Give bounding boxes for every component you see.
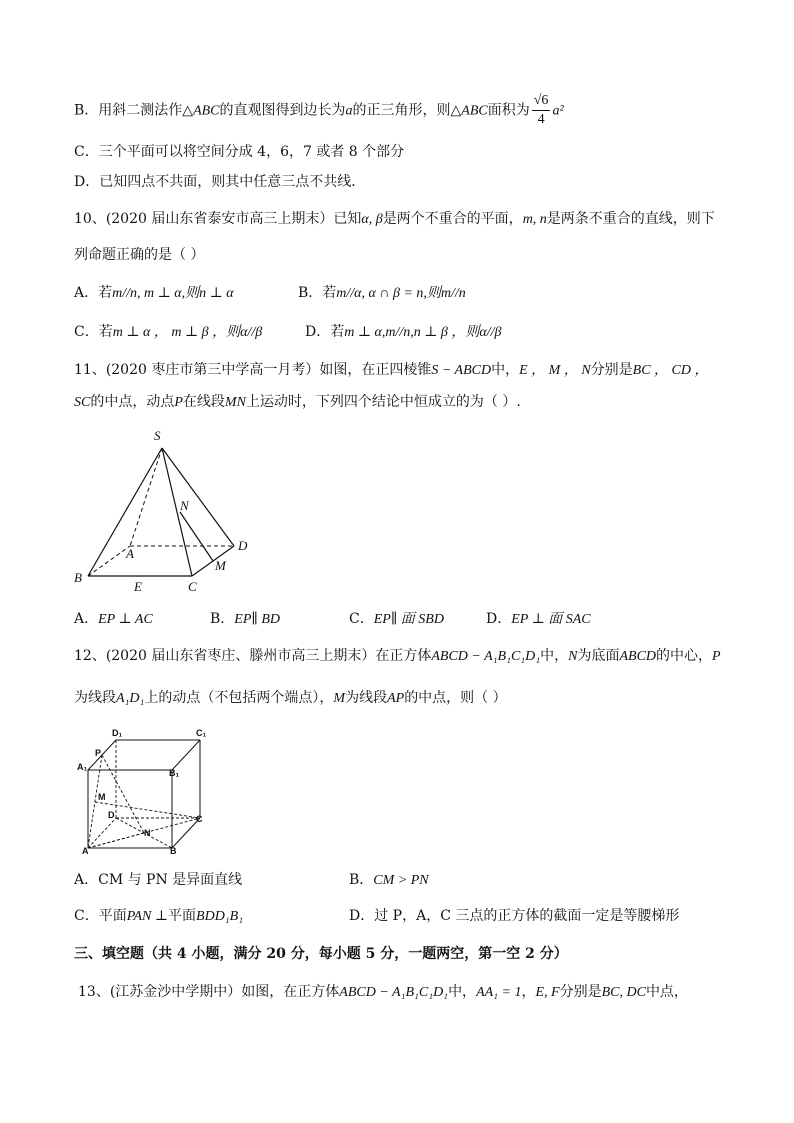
q11-option-c [349, 610, 444, 629]
q10-option-a [74, 284, 234, 303]
label-c1: C₁ [196, 728, 207, 738]
q12-text5: 为线段 [74, 690, 116, 706]
q9-optb-text4: 面积为 [487, 102, 530, 119]
q9-optb-text: B．用斜二测法作△ [74, 102, 194, 119]
q10-optd-math: m ⊥ α,m//n,n ⊥ β ，则α//β [344, 325, 502, 340]
q11-optc-math: EP∥ 面 SBD [373, 612, 444, 627]
segment-nm [180, 512, 213, 561]
q9-option-c: C．三个平面可以将空间分成 4，6，7 或者 8 个部分 [74, 144, 405, 160]
cube-front-face [88, 770, 172, 848]
q11-text6: 上运动时，下列四个结论中恒成立的为（ ）. [245, 394, 521, 410]
q12-text7: 为线段 [345, 690, 388, 706]
edge-ad [88, 818, 116, 848]
q10-optc-label: C．若 [74, 324, 113, 340]
q12-n: N [568, 649, 578, 664]
label-b: B [170, 846, 177, 856]
q12-optb-math: CM > PN [373, 873, 429, 888]
label-n: N [180, 498, 189, 513]
q12-text8: 的中点，则（ ） [404, 690, 507, 706]
label-c: C [196, 814, 203, 824]
q11-optd-label: D． [486, 611, 512, 627]
q9-optb-a2: a² [552, 103, 564, 119]
q11-mn: MN [224, 395, 246, 410]
segment-an [88, 833, 144, 848]
q11-optb-math: EP∥ BD [234, 612, 281, 627]
q11-opta-math: EP ⊥ AC [98, 612, 153, 627]
label-d: D [108, 810, 115, 820]
q12-optc-math: PAN ⊥ [126, 909, 169, 924]
q13-bc-dc: BC, DC [601, 985, 646, 1000]
q12-option-d: D．过 P，A，C 三点的正方体的截面一定是等腰梯形 [349, 908, 680, 924]
q12-option-a: A．CM 与 PN 是异面直线 [74, 872, 243, 888]
fraction-denominator: 4 [537, 112, 545, 127]
label-c: C [188, 579, 197, 594]
q12-cube: ABCD − A₁B₁C₁D₁ [431, 649, 541, 664]
q11-p: P [174, 395, 183, 410]
q11-option-b [210, 610, 280, 629]
q11-text4: 的中点，动点 [90, 394, 175, 410]
edge-sa [130, 448, 162, 546]
q11-bc-cd: BC ， CD ， [632, 363, 709, 378]
q12-a1d1: A₁D₁ [116, 691, 145, 706]
q13-text: 13、(江苏金沙中学期中）如图，在正方体 [78, 984, 340, 1000]
q11-optb-label: B． [210, 611, 235, 627]
label-p: P [95, 748, 102, 758]
q10-option-b [298, 284, 466, 303]
q9-optb-text2: 的直观图得到边长为 [219, 102, 346, 119]
q13-text5: 中点， [645, 984, 688, 1000]
q9-optb-abc2: ABC [461, 103, 488, 119]
label-e: E [134, 579, 142, 594]
q9-optb-a: a [345, 103, 353, 119]
label-a1: A₁ [77, 762, 88, 772]
q12-stem-line2 [74, 689, 507, 708]
q13-text4: 分别是 [559, 984, 602, 1000]
fraction-numerator: √6 [532, 92, 551, 111]
q9-optb-fraction [532, 92, 551, 129]
q11-option-a [74, 610, 153, 629]
q12-optc-text: 平面 [168, 908, 197, 924]
q12-stem-line1 [74, 647, 721, 666]
q12-text3: 为底面 [577, 648, 620, 664]
q10-optb-math: m//α, α ∩ β = n,则m//n [336, 286, 466, 301]
q11-pyramid: S − ABCD [431, 363, 492, 378]
q12-p: P [712, 649, 721, 664]
pyramid-figure [70, 424, 260, 594]
q12-optc-label: C．平面 [74, 908, 127, 924]
edge-ab [88, 546, 130, 576]
label-a: A [126, 546, 134, 561]
q10-stem-line1 [74, 210, 715, 229]
q13-text2: 中， [448, 984, 477, 1000]
label-b1: B₁ [169, 768, 180, 778]
q10-alpha-beta: α, β [361, 212, 383, 227]
q11-optc-label: C． [349, 611, 374, 627]
q13-ef: E, F [535, 985, 560, 1000]
q10-option-d [305, 323, 502, 342]
q10-m-n: m, n [522, 212, 547, 227]
q12-text: 12、(2020 届山东省枣庄、滕州市高三上期末）在正方体 [74, 648, 432, 664]
q10-text: 10、(2020 届山东省泰安市高三上期末）已知 [74, 211, 362, 227]
q10-optb-label: B．若 [298, 285, 337, 301]
label-m: M [98, 792, 106, 802]
q12-text2: 中， [540, 648, 569, 664]
q13-cube: ABCD − A₁B₁C₁D₁ [339, 985, 449, 1000]
q9-optb-abc: ABC [193, 103, 220, 119]
label-a: A [82, 846, 89, 856]
q10-opta-math: m//n, m ⊥ α,则n ⊥ α [112, 286, 234, 301]
q13-stem-line1 [78, 983, 688, 1002]
q11-stem-line2 [74, 393, 521, 412]
q12-optc-math2: BDD₁B₁ [196, 909, 244, 924]
q12-text6: 上的动点（不包括两个端点）， [144, 690, 334, 706]
q11-text3: 分别是 [590, 362, 633, 378]
q13-text3: ， [521, 984, 536, 1000]
edge-b1c1 [172, 740, 200, 770]
q10-opta-label: A．若 [74, 285, 113, 301]
label-d: D [238, 538, 248, 553]
label-d1: D₁ [112, 728, 123, 738]
q10-text3: 是两条不重合的直线，则下 [546, 211, 715, 227]
q10-optd-label: D．若 [305, 324, 345, 340]
label-n: N [144, 828, 151, 838]
section-title-fill-in: 三、填空题（共 4 小题，满分 20 分，每小题 5 分，一题两空，第一空 2 分） [74, 946, 568, 962]
edge-sb [88, 448, 162, 576]
q12-abcd: ABCD [619, 649, 657, 664]
q12-text4: 的中心， [656, 648, 713, 664]
q9-option-b [74, 92, 564, 129]
q12-optb-label: B． [349, 872, 374, 888]
edge-sd [162, 448, 234, 546]
q11-option-d [486, 610, 591, 629]
q12-option-c [74, 907, 243, 926]
q11-emn: E ， M ， N [519, 363, 591, 378]
q11-text2: 中， [491, 362, 520, 378]
q12-ap: AP [387, 691, 405, 706]
q11-text: 11、(2020 枣庄市第三中学高一月考）如图，在正四棱锥 [74, 362, 432, 378]
q10-text2: 是两个不重合的平面， [382, 211, 523, 227]
q12-m: M [333, 691, 346, 706]
q11-opta-label: A． [74, 611, 99, 627]
cube-figure [76, 724, 216, 856]
q11-optd-math: EP ⊥ 面 SAC [511, 612, 591, 627]
q11-text5: 在线段 [182, 394, 225, 410]
q9-optb-text3: 的正三角形，则△ [352, 102, 462, 119]
q11-stem-line1 [74, 361, 709, 380]
q10-optc-math: m ⊥ α ， m ⊥ β ，则α//β [112, 325, 263, 340]
q10-option-c [74, 323, 262, 342]
q11-sc: SC [74, 395, 91, 410]
q12-option-b [349, 871, 429, 890]
q10-stem-line2: 列命题正确的是（ ） [74, 247, 205, 263]
label-m: M [215, 558, 226, 573]
q9-option-d: D．已知四点不共面，则其中任意三点不共线． [74, 174, 366, 190]
q13-aa1: AA₁ = 1 [476, 985, 522, 1000]
label-s: S [154, 428, 161, 443]
label-b: B [74, 570, 82, 585]
